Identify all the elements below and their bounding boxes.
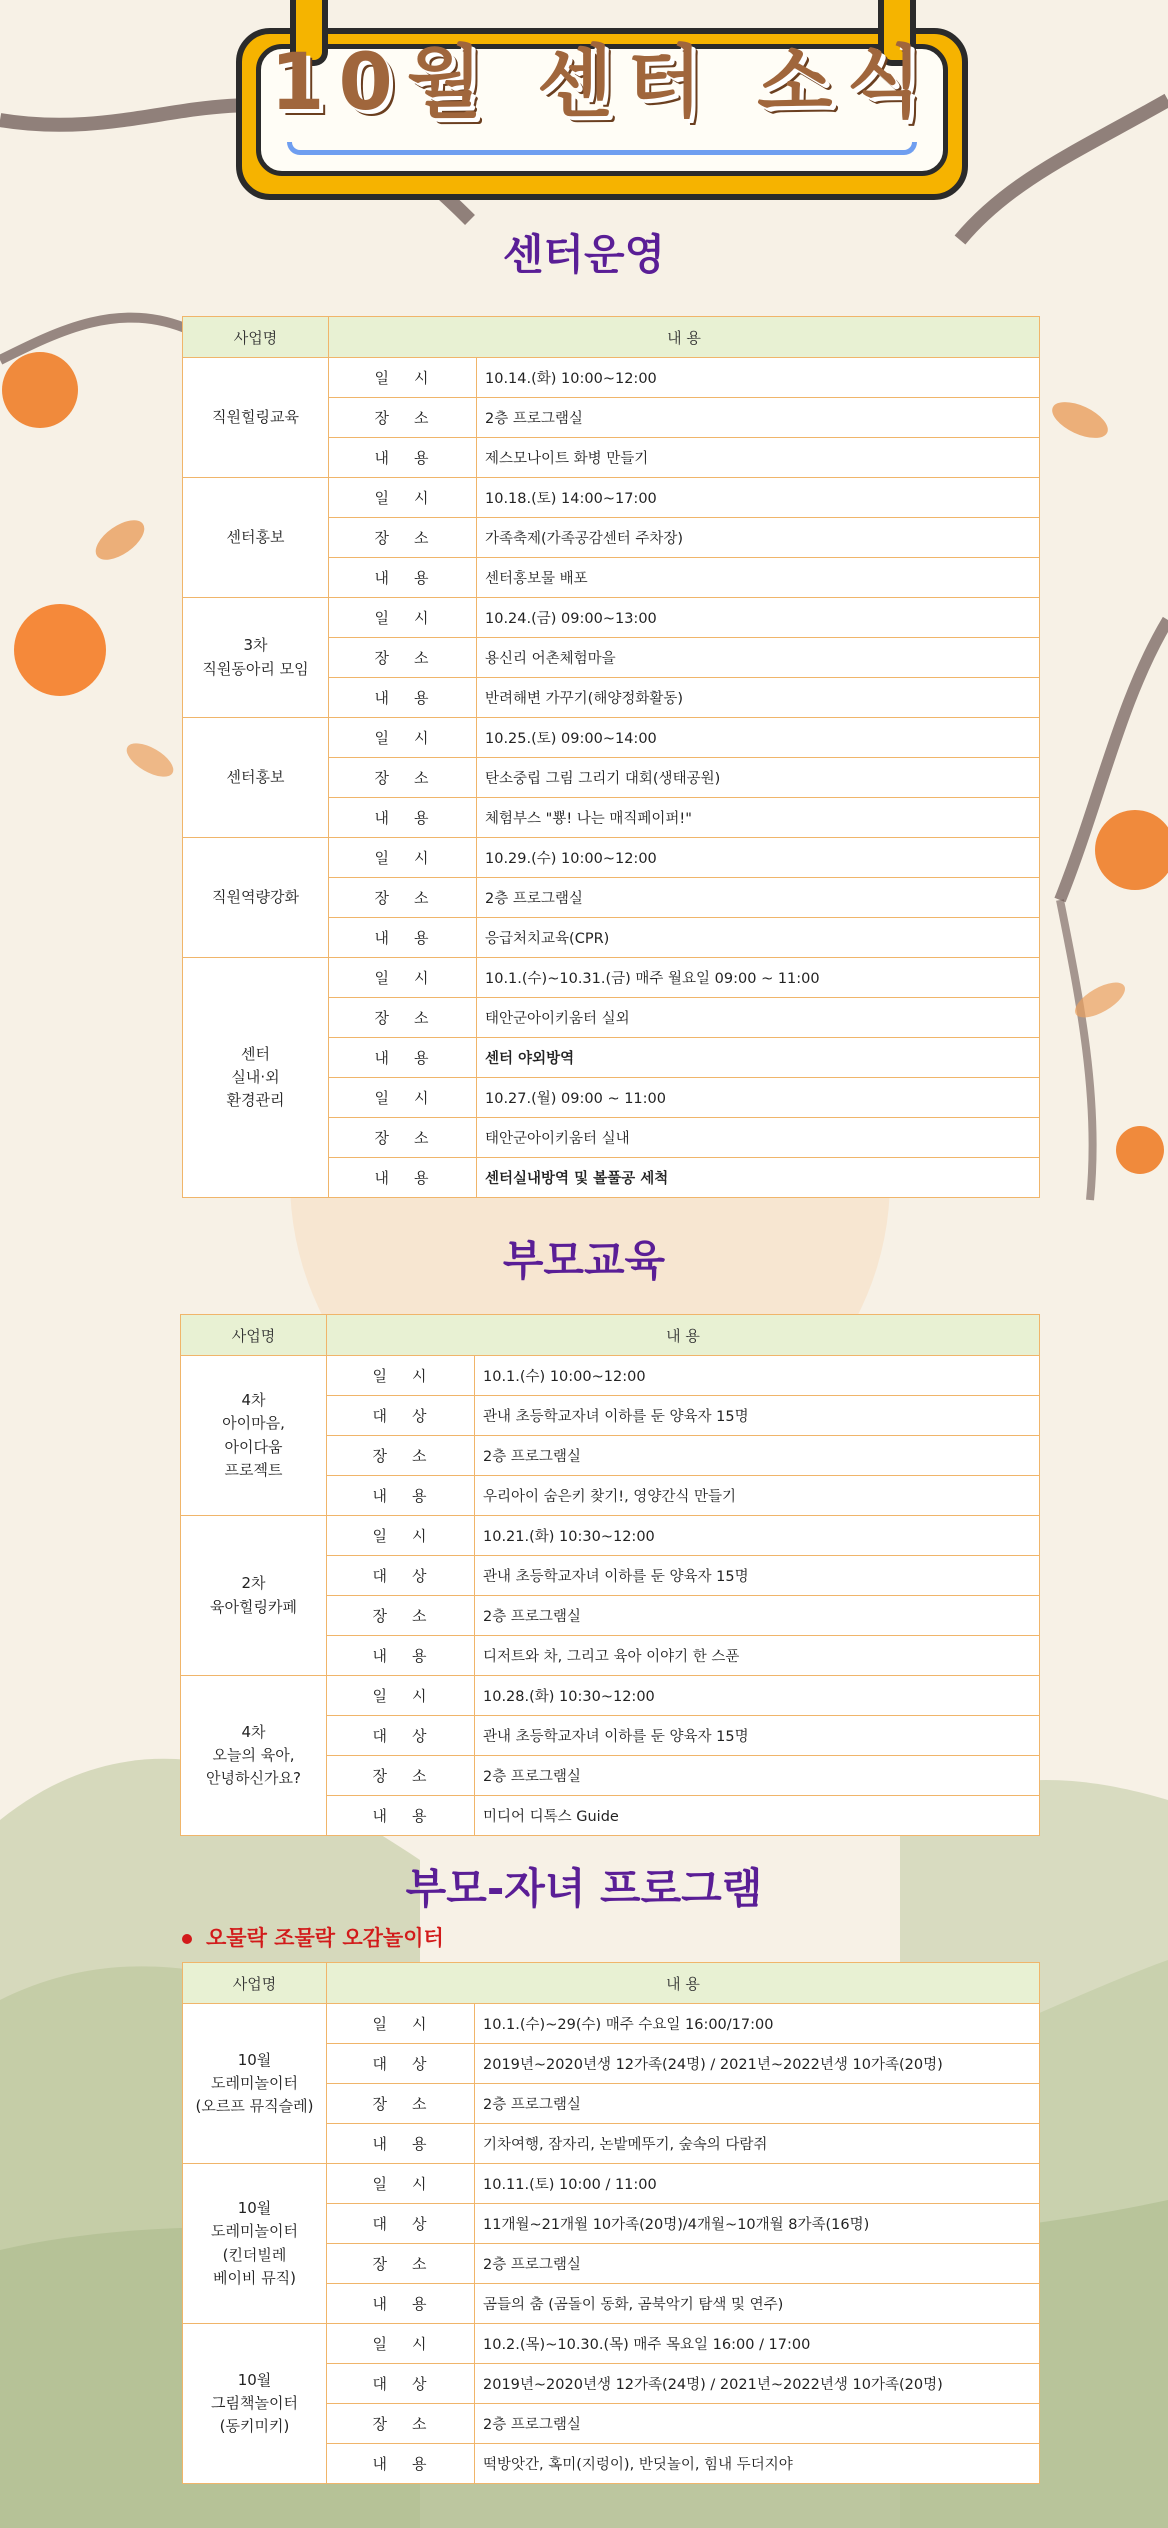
row-label-cell xyxy=(329,798,477,838)
row-label-cell xyxy=(329,598,477,638)
parent-child-program-table xyxy=(182,1962,1040,2484)
row-value-cell: 10.27.(월) 09:00 ~ 11:00 xyxy=(477,1078,1040,1118)
row-value-cell: 관내 초등학교자녀 이하를 둔 양육자 15명 xyxy=(475,1716,1040,1756)
row-label: 장 소 xyxy=(374,409,431,427)
row-label: 대 상 xyxy=(372,2375,429,2393)
row-label-cell xyxy=(327,1516,475,1556)
row-label: 일 시 xyxy=(372,1687,429,1705)
table-row xyxy=(183,718,1040,758)
row-label-cell xyxy=(327,1396,475,1436)
header-content: 내 용 xyxy=(327,1315,1040,1356)
row-label-cell xyxy=(327,2364,475,2404)
row-label-cell xyxy=(327,1756,475,1796)
row-label: 내 용 xyxy=(374,929,431,947)
row-label-cell xyxy=(327,2164,475,2204)
row-label: 일 시 xyxy=(372,1527,429,1545)
table-row xyxy=(183,958,1040,998)
row-value-cell: 2층 프로그램실 xyxy=(475,2244,1040,2284)
row-label: 장 소 xyxy=(372,2415,429,2433)
parent-education-table xyxy=(180,1314,1040,1836)
row-label-cell xyxy=(329,718,477,758)
row-label: 내 용 xyxy=(374,1049,431,1067)
table-row xyxy=(183,358,1040,398)
row-label: 장 소 xyxy=(374,529,431,547)
row-label: 일 시 xyxy=(374,489,431,507)
row-label: 대 상 xyxy=(372,2055,429,2073)
row-label-cell xyxy=(329,1158,477,1198)
row-label-cell xyxy=(329,438,477,478)
row-label: 일 시 xyxy=(374,969,431,987)
row-label-cell xyxy=(327,1556,475,1596)
row-value-cell: 10.1.(수)~10.31.(금) 매주 월요일 09:00 ~ 11:00 xyxy=(477,958,1040,998)
row-value-cell: 관내 초등학교자녀 이하를 둔 양육자 15명 xyxy=(475,1396,1040,1436)
row-label: 내 용 xyxy=(374,569,431,587)
table-header-row xyxy=(183,317,1040,358)
row-value-cell: 가족축제(가족공감센터 주차장) xyxy=(477,518,1040,558)
row-label: 내 용 xyxy=(374,689,431,707)
table-header-row xyxy=(183,1963,1040,2004)
row-label: 내 용 xyxy=(372,2455,429,2473)
row-value-cell: 11개월~21개월 10가족(20명)/4개월~10개월 8가족(16명) xyxy=(475,2204,1040,2244)
row-value-cell: 2층 프로그램실 xyxy=(475,2084,1040,2124)
row-label: 내 용 xyxy=(372,2135,429,2153)
row-value-cell: 태안군아이키움터 실내 xyxy=(477,1118,1040,1158)
row-value-cell: 10.24.(금) 09:00~13:00 xyxy=(477,598,1040,638)
center-operation-table xyxy=(182,316,1040,1198)
row-label: 내 용 xyxy=(374,1169,431,1187)
row-label: 일 시 xyxy=(374,369,431,387)
program-name-cell: 4차 오늘의 육아, 안녕하신가요? xyxy=(181,1676,327,1836)
table-row xyxy=(183,478,1040,518)
row-label-cell xyxy=(329,1118,477,1158)
row-label-cell xyxy=(329,958,477,998)
program-name-cell: 4차 아이마음, 아이다움 프로젝트 xyxy=(181,1356,327,1516)
row-label-cell xyxy=(329,838,477,878)
row-label-cell xyxy=(329,758,477,798)
row-label-cell xyxy=(327,1356,475,1396)
row-label-cell xyxy=(327,1796,475,1836)
program-name-cell: 3차 직원동아리 모임 xyxy=(183,598,329,718)
row-label: 장 소 xyxy=(372,1767,429,1785)
row-value-cell: 탄소중립 그림 그리기 대회(생태공원) xyxy=(477,758,1040,798)
row-label-cell xyxy=(329,398,477,438)
row-value-cell: 2019년~2020년생 12가족(24명) / 2021년~2022년생 10가족(20명) xyxy=(475,2044,1040,2084)
program-subtitle xyxy=(182,1922,444,1952)
row-value-cell: 10.1.(수) 10:00~12:00 xyxy=(475,1356,1040,1396)
program-name-cell: 직원힐링교육 xyxy=(183,358,329,478)
row-value-cell: 10.14.(화) 10:00~12:00 xyxy=(477,358,1040,398)
row-label: 일 시 xyxy=(374,1089,431,1107)
program-name-cell: 직원역량강화 xyxy=(183,838,329,958)
row-label-cell xyxy=(329,358,477,398)
row-label: 일 시 xyxy=(372,2175,429,2193)
row-value-cell: 10.1.(수)~29(수) 매주 수요일 16:00/17:00 xyxy=(475,2004,1040,2044)
row-value-cell: 곰들의 춤 (곰돌이 동화, 곰북악기 탐색 및 연주) xyxy=(475,2284,1040,2324)
row-value-cell: 용신리 어촌체험마을 xyxy=(477,638,1040,678)
row-value-cell: 2층 프로그램실 xyxy=(475,2404,1040,2444)
row-label: 장 소 xyxy=(372,1447,429,1465)
program-subtitle-text: 오물락 조물락 오감놀이터 xyxy=(206,1926,444,1950)
row-label-cell xyxy=(329,678,477,718)
row-label-cell xyxy=(327,1636,475,1676)
row-label: 장 소 xyxy=(374,649,431,667)
row-label: 일 시 xyxy=(372,1367,429,1385)
section-title-parent-child-program: 부모-자녀 프로그램 xyxy=(405,1864,763,1913)
header-content: 내 용 xyxy=(327,1963,1040,2004)
row-value-cell: 10.25.(토) 09:00~14:00 xyxy=(477,718,1040,758)
row-value-cell: 2층 프로그램실 xyxy=(475,1436,1040,1476)
table-row xyxy=(183,2164,1040,2204)
row-label-cell xyxy=(329,1078,477,1118)
table-row xyxy=(183,598,1040,638)
row-label: 대 상 xyxy=(372,1727,429,1745)
row-value-cell: 10.29.(수) 10:00~12:00 xyxy=(477,838,1040,878)
program-name-cell: 센터홍보 xyxy=(183,478,329,598)
title-banner xyxy=(232,0,974,200)
row-value-cell: 태안군아이키움터 실외 xyxy=(477,998,1040,1038)
row-label: 내 용 xyxy=(374,449,431,467)
row-label: 장 소 xyxy=(372,1607,429,1625)
row-label: 장 소 xyxy=(372,2255,429,2273)
row-value-cell: 응급처치교육(CPR) xyxy=(477,918,1040,958)
row-label-cell xyxy=(327,1716,475,1756)
row-label-cell xyxy=(327,2404,475,2444)
row-label-cell xyxy=(327,1676,475,1716)
row-value-cell: 센터홍보물 배포 xyxy=(477,558,1040,598)
program-name-cell: 10월 도레미놀이터 (오르프 뮤직슬레) xyxy=(183,2004,327,2164)
row-label-cell xyxy=(329,878,477,918)
header-program: 사업명 xyxy=(183,1963,327,2004)
row-label: 내 용 xyxy=(372,1647,429,1665)
row-label: 일 시 xyxy=(374,609,431,627)
row-value-cell: 10.18.(토) 14:00~17:00 xyxy=(477,478,1040,518)
row-label-cell xyxy=(329,918,477,958)
row-value-cell: 센터 야외방역 xyxy=(477,1038,1040,1078)
row-label-cell xyxy=(329,998,477,1038)
header-content: 내 용 xyxy=(329,317,1040,358)
row-label: 일 시 xyxy=(372,2015,429,2033)
row-label: 장 소 xyxy=(374,1129,431,1147)
header-program: 사업명 xyxy=(183,317,329,358)
row-label-cell xyxy=(327,2244,475,2284)
row-label: 대 상 xyxy=(372,1567,429,1585)
row-value-cell: 10.2.(목)~10.30.(목) 매주 목요일 16:00 / 17:00 xyxy=(475,2324,1040,2364)
row-label-cell xyxy=(329,478,477,518)
row-value-cell: 미디어 디톡스 Guide xyxy=(475,1796,1040,1836)
section-title-parent-education: 부모교육 xyxy=(502,1236,666,1285)
row-label: 장 소 xyxy=(374,1009,431,1027)
row-label: 내 용 xyxy=(372,1487,429,1505)
row-value-cell: 10.21.(화) 10:30~12:00 xyxy=(475,1516,1040,1556)
section-title-center-operation: 센터운영 xyxy=(502,230,666,279)
row-label-cell xyxy=(327,1476,475,1516)
bullet-icon xyxy=(182,1934,192,1944)
row-label-cell xyxy=(327,2124,475,2164)
row-label-cell xyxy=(327,2324,475,2364)
row-label: 대 상 xyxy=(372,1407,429,1425)
row-label-cell xyxy=(327,2004,475,2044)
row-label: 일 시 xyxy=(374,729,431,747)
row-label: 장 소 xyxy=(374,769,431,787)
row-label: 일 시 xyxy=(374,849,431,867)
row-value-cell: 10.28.(화) 10:30~12:00 xyxy=(475,1676,1040,1716)
table-row xyxy=(181,1516,1040,1556)
row-label: 대 상 xyxy=(372,2215,429,2233)
row-label-cell xyxy=(329,518,477,558)
table-header-row xyxy=(181,1315,1040,1356)
row-label: 일 시 xyxy=(372,2335,429,2353)
row-value-cell: 센터실내방역 및 볼풀공 세척 xyxy=(477,1158,1040,1198)
program-name-cell: 센터홍보 xyxy=(183,718,329,838)
row-value-cell: 2층 프로그램실 xyxy=(477,398,1040,438)
header-program: 사업명 xyxy=(181,1315,327,1356)
row-value-cell: 2층 프로그램실 xyxy=(475,1756,1040,1796)
row-value-cell: 떡방앗간, 혹미(지렁이), 반딧놀이, 힘내 두더지야 xyxy=(475,2444,1040,2484)
row-label-cell xyxy=(329,638,477,678)
program-name-cell: 10월 그림책놀이터 (동키미키) xyxy=(183,2324,327,2484)
row-label-cell xyxy=(327,2284,475,2324)
table-row xyxy=(183,2324,1040,2364)
row-label: 내 용 xyxy=(374,809,431,827)
row-label: 내 용 xyxy=(372,2295,429,2313)
program-name-cell: 센터 실내·외 환경관리 xyxy=(183,958,329,1198)
program-name-cell: 2차 육아힐링카페 xyxy=(181,1516,327,1676)
table-row xyxy=(181,1676,1040,1716)
row-value-cell: 디저트와 차, 그리고 육아 이야기 한 스푼 xyxy=(475,1636,1040,1676)
row-value-cell: 기차여행, 잠자리, 논밭메뚜기, 숲속의 다람쥐 xyxy=(475,2124,1040,2164)
row-label-cell xyxy=(329,558,477,598)
row-value-cell: 체험부스 "뿅! 나는 매직페이퍼!" xyxy=(477,798,1040,838)
row-label: 내 용 xyxy=(372,1807,429,1825)
row-value-cell: 2019년~2020년생 12가족(24명) / 2021년~2022년생 10가족(20명) xyxy=(475,2364,1040,2404)
row-value-cell: 관내 초등학교자녀 이하를 둔 양육자 15명 xyxy=(475,1556,1040,1596)
row-label-cell xyxy=(327,1436,475,1476)
row-value-cell: 2층 프로그램실 xyxy=(477,878,1040,918)
row-value-cell: 반려해변 가꾸기(해양정화활동) xyxy=(477,678,1040,718)
page-title: 10월 센터 소식 xyxy=(270,38,936,128)
row-label-cell xyxy=(327,2044,475,2084)
row-label: 장 소 xyxy=(372,2095,429,2113)
row-value-cell: 제스모나이트 화병 만들기 xyxy=(477,438,1040,478)
table-row xyxy=(181,1356,1040,1396)
row-label-cell xyxy=(329,1038,477,1078)
row-value-cell: 우리아이 숨은키 찾기!, 영양간식 만들기 xyxy=(475,1476,1040,1516)
table-row xyxy=(183,2004,1040,2044)
row-label: 장 소 xyxy=(374,889,431,907)
table-row xyxy=(183,838,1040,878)
row-label-cell xyxy=(327,1596,475,1636)
row-label-cell xyxy=(327,2204,475,2244)
row-value-cell: 2층 프로그램실 xyxy=(475,1596,1040,1636)
banner-underline xyxy=(287,142,917,155)
program-name-cell: 10월 도레미놀이터 (킨더빌레 베이비 뮤직) xyxy=(183,2164,327,2324)
row-value-cell: 10.11.(토) 10:00 / 11:00 xyxy=(475,2164,1040,2204)
row-label-cell xyxy=(327,2444,475,2484)
row-label-cell xyxy=(327,2084,475,2124)
